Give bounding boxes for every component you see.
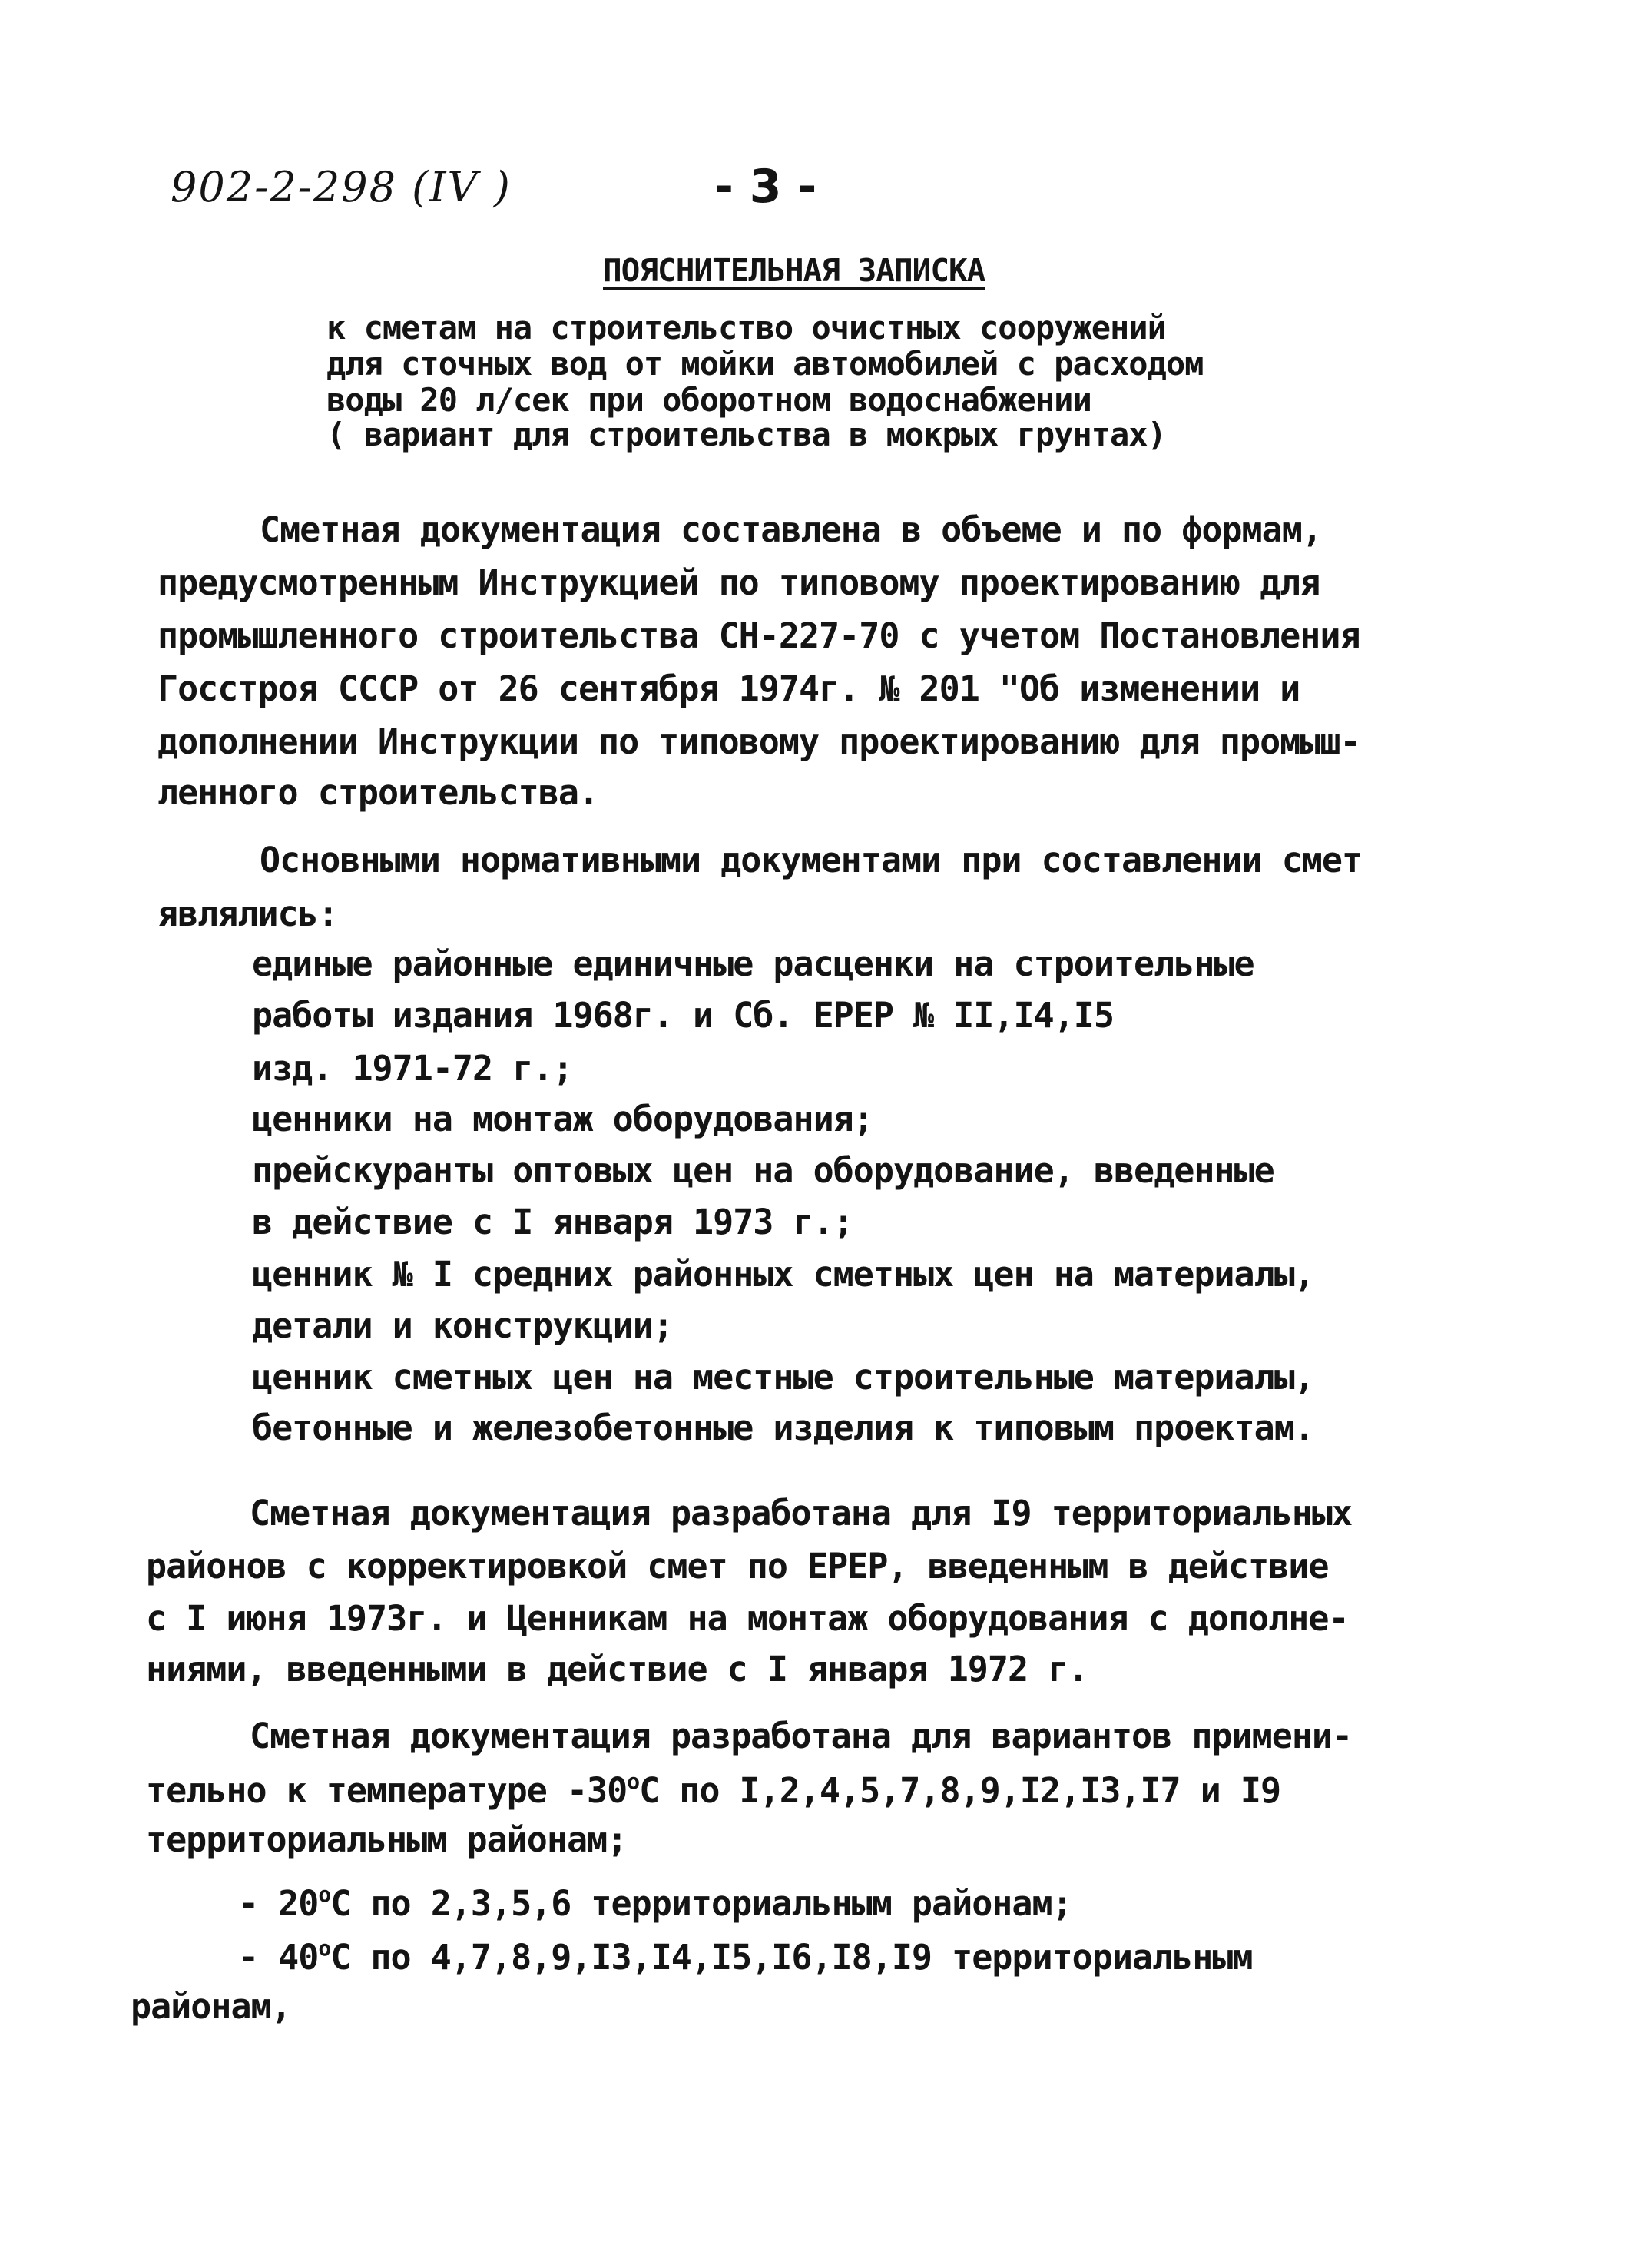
paragraph-line: промышленного строительства СН-227-70 с учетом Постановления xyxy=(157,615,1360,656)
paragraph-line xyxy=(238,1882,1072,1924)
paragraph-line: территориальным районам; xyxy=(146,1819,628,1860)
degree-superscript: о xyxy=(318,1935,331,1961)
list-item: единые районные единичные расценки на строительные xyxy=(252,943,1254,984)
list-item: детали и конструкции; xyxy=(252,1305,673,1346)
text-fragment: - 20 xyxy=(238,1883,319,1924)
paragraph-line: ленного строительства. xyxy=(157,772,599,813)
degree-superscript: о xyxy=(627,1769,640,1794)
list-item: бетонные и железобетонные изделия к типовым проектам. xyxy=(252,1408,1314,1448)
paragraph-line: с I июня 1973г. и Ценникам на монтаж оборудования с дополне- xyxy=(146,1598,1349,1639)
paragraph-line: районам, xyxy=(131,1986,291,2027)
paragraph-line: ниями, введенными в действие с I января 1972 г. xyxy=(146,1649,1088,1689)
list-item: ценник № I средних районных сметных цен на материалы, xyxy=(252,1254,1314,1295)
paragraph-line: Сметная документация разработана для I9 территориальных xyxy=(250,1493,1353,1534)
list-item: в действие с I января 1973 г.; xyxy=(252,1202,853,1242)
list-item: ценники на монтаж оборудования; xyxy=(252,1099,873,1139)
paragraph-line: районов с корректировкой смет по ЕРЕР, введенным в действие xyxy=(146,1546,1329,1587)
text-fragment: С по I,2,4,5,7,8,9,I2,I3,I7 и I9 xyxy=(639,1770,1281,1811)
paragraph-line: Сметная документация составлена в объеме и по формам, xyxy=(260,509,1322,550)
list-item: прейскуранты оптовых цен на оборудование, введенные xyxy=(252,1150,1274,1191)
paragraph-line: Госстроя СССР от 26 сентября 1974г. № 201 "Об изменении и xyxy=(157,668,1300,709)
paragraph-line: дополнении Инструкции по типовому проектированию для промыш- xyxy=(157,721,1360,762)
list-item: изд. 1971-72 г.; xyxy=(252,1048,573,1089)
list-item: работы издания 1968г. и Сб. ЕРЕР № II,I4,I5 xyxy=(252,995,1114,1036)
paragraph-line xyxy=(146,1769,1280,1811)
text-fragment: - 40 xyxy=(238,1937,319,1978)
paragraph-line: являлись: xyxy=(157,894,338,934)
paragraph-line xyxy=(238,1935,1252,1978)
subtitle-line: к сметам на строительство очистных сооружений xyxy=(326,309,1166,346)
subtitle-line: воды 20 л/сек при оборотном водоснабжении xyxy=(326,381,1091,419)
paragraph-line: Основными нормативными документами при составлении смет xyxy=(260,840,1363,880)
subtitle-line: для сточных вод от мойки автомобилей с расходом xyxy=(326,345,1204,383)
text-fragment: тельно к температуре -30 xyxy=(146,1770,628,1811)
paragraph-line: предусмотренным Инструкцией по типовому проектированию для xyxy=(157,562,1320,603)
text-fragment: С по 2,3,5,6 территориальным районам; xyxy=(330,1883,1072,1924)
degree-superscript: о xyxy=(318,1882,331,1907)
document-title: ПОЯСНИТЕЛЬНАЯ ЗАПИСКА xyxy=(603,252,985,289)
text-fragment: С по 4,7,8,9,I3,I4,I5,I6,I8,I9 территориальным xyxy=(330,1937,1253,1978)
list-item: ценник сметных цен на местные строительные материалы, xyxy=(252,1357,1314,1398)
subtitle-line: ( вариант для строительства в мокрых грунтах) xyxy=(326,416,1166,453)
document-code: 902-2-298 (IV ) xyxy=(171,163,512,211)
paragraph-line: Сметная документация разработана для вариантов примени- xyxy=(250,1716,1353,1756)
page-number: - 3 - xyxy=(714,160,817,214)
